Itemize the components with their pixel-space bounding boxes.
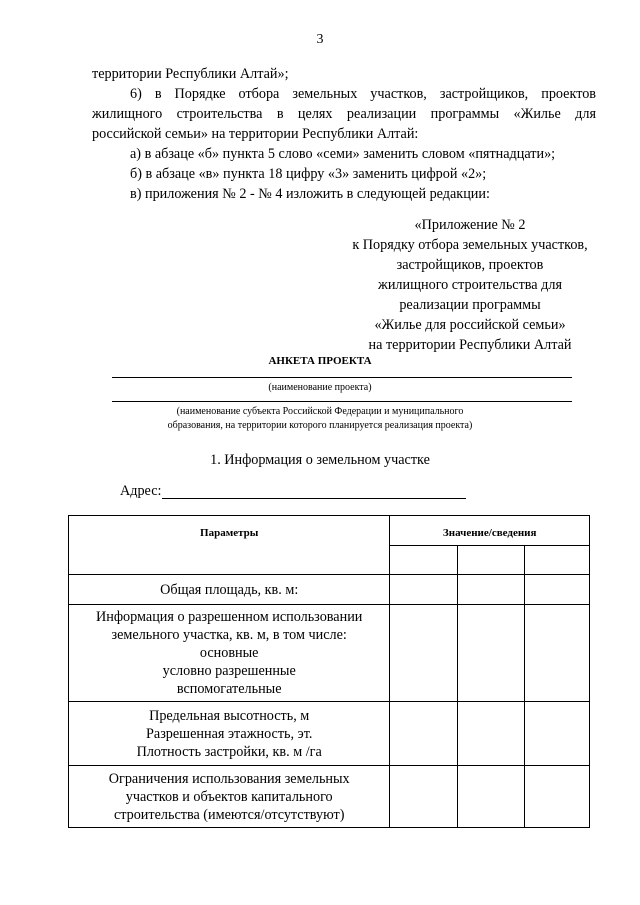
amendment-item-b: б) в абзаце «в» пункта 18 цифру «3» заменить цифрой «2»; bbox=[130, 166, 487, 182]
param-text: вспомогательные bbox=[176, 681, 282, 697]
param-cell bbox=[69, 605, 390, 702]
subject-caption-line1: (наименование субъекта Российской Федерации и муниципального bbox=[176, 406, 464, 417]
header-parameters: Параметры bbox=[69, 516, 390, 575]
appendix-line: «Приложение № 2 bbox=[414, 217, 526, 233]
value-cell bbox=[525, 575, 590, 605]
value-cell bbox=[390, 766, 458, 828]
amendment-item-a: а) в абзаце «б» пункта 5 слово «семи» заменить словом «пятнадцати»; bbox=[130, 146, 556, 162]
param-text: Плотность застройки, кв. м /га bbox=[136, 743, 322, 760]
param-text: Общая площадь, кв. м: bbox=[160, 581, 299, 598]
table-row bbox=[69, 766, 590, 828]
appendix-line: застройщиков, проектов bbox=[396, 257, 544, 273]
param-text: строительства (имеются/отсутствуют) bbox=[113, 806, 345, 823]
appendix-line: жилищного строительства для bbox=[378, 277, 562, 293]
body-text bbox=[92, 64, 596, 204]
section-heading: 1. Информация о земельном участке bbox=[210, 452, 430, 468]
body-line: российской семьи» на территории Республики Алтай: bbox=[92, 126, 419, 142]
param-text: участков и объектов капитального bbox=[125, 788, 333, 805]
amendment-item-c: в) приложения № 2 - № 4 изложить в следующей редакции: bbox=[130, 186, 490, 202]
value-cell bbox=[525, 546, 590, 575]
project-name-caption: (наименование проекта) bbox=[268, 382, 372, 393]
value-cell bbox=[458, 702, 525, 766]
page-number: 3 bbox=[316, 32, 324, 47]
param-cell bbox=[69, 575, 390, 605]
param-text: Ограничения использования земельных bbox=[108, 770, 350, 787]
header-values: Значение/сведения bbox=[390, 516, 590, 546]
param-cell bbox=[69, 766, 390, 828]
table-header-row bbox=[69, 516, 590, 546]
parameters-table bbox=[68, 515, 590, 828]
value-cell bbox=[390, 546, 458, 575]
appendix-line: «Жилье для российской семьи» bbox=[374, 317, 566, 333]
value-cell bbox=[458, 766, 525, 828]
param-text: условно разрешенные bbox=[162, 663, 296, 679]
body-line: жилищного строительства в целях реализации программы «Жилье для bbox=[92, 106, 596, 122]
body-line: 6) в Порядке отбора земельных участков, застройщиков, проектов bbox=[130, 86, 596, 102]
table-row bbox=[69, 575, 590, 605]
table-row bbox=[69, 605, 590, 702]
table-row bbox=[69, 702, 590, 766]
value-cell bbox=[525, 702, 590, 766]
value-cell bbox=[525, 605, 590, 702]
value-cell bbox=[458, 546, 525, 575]
form-title: АНКЕТА ПРОЕКТА bbox=[268, 355, 372, 367]
param-text: Предельная высотность, м bbox=[149, 707, 310, 724]
appendix-line: реализации программы bbox=[399, 297, 541, 313]
address-label: Адрес: bbox=[120, 483, 162, 499]
value-cell bbox=[390, 575, 458, 605]
project-name-line bbox=[112, 377, 572, 378]
subject-caption-line2: образования, на территории которого планируется реализация проекта) bbox=[167, 420, 473, 431]
param-text: основные bbox=[199, 645, 259, 661]
param-cell bbox=[69, 702, 390, 766]
appendix-line: к Порядку отбора земельных участков, bbox=[352, 237, 588, 253]
value-cell bbox=[390, 605, 458, 702]
param-text: Разрешенная этажность, эт. bbox=[146, 725, 313, 742]
appendix-heading bbox=[320, 215, 620, 355]
appendix-line: на территории Республики Алтай bbox=[368, 337, 572, 353]
value-cell bbox=[525, 766, 590, 828]
value-cell bbox=[458, 575, 525, 605]
address-field-line bbox=[162, 498, 466, 499]
param-text: Информация о разрешенном использовании bbox=[96, 609, 363, 625]
param-text: земельного участка, кв. м, в том числе: bbox=[111, 627, 347, 643]
subject-name-line bbox=[112, 401, 572, 402]
body-line: территории Республики Алтай»; bbox=[92, 66, 289, 82]
value-cell bbox=[458, 605, 525, 702]
value-cell bbox=[390, 702, 458, 766]
